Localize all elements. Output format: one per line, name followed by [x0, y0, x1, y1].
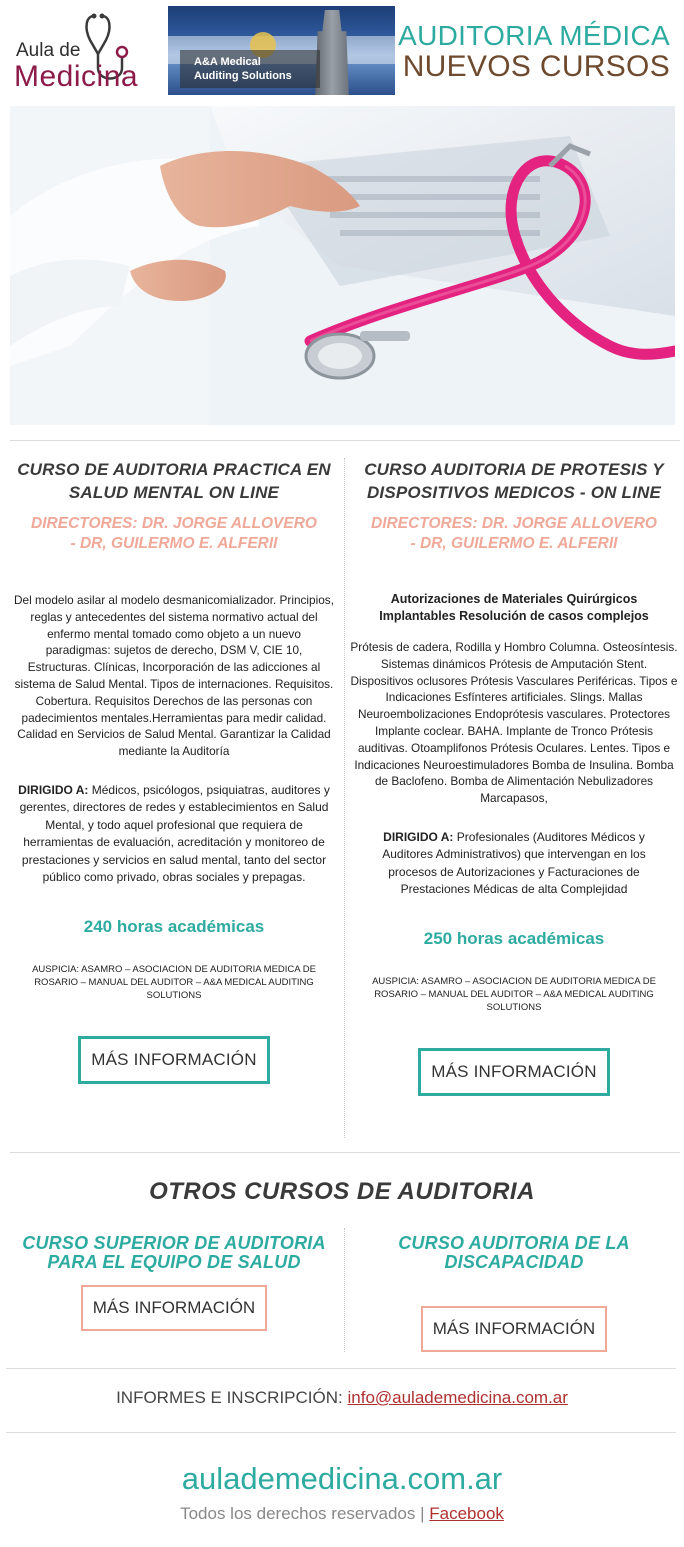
contact-email-link[interactable]: info@aulademedicina.com.ar [347, 1388, 568, 1407]
other-course-equipo-salud [6, 1234, 342, 1331]
header-title-line1: AUDITORIA MÉDICA [398, 20, 670, 51]
course-title: CURSO AUDITORIA DE PROTESIS Y DISPOSITIVOS MEDICOS - ON LINE [364, 460, 664, 502]
other-course-discapacidad [346, 1234, 682, 1352]
course-description: Del modelo asilar al modelo desmanicomializador. Principios, reglas y antecedentes del sistema normativo actual del enfermo mental tomado como objeto a un nuevo paradigmas: sujetos de derecho, DSM V, CIE 10, Estructuras. Clínicas, Incorporación de las adicciones al sistema de Salud Mental. Tipos de internaciones. Requisitos. Cobertura. Requisitos Derechos de las personas con padecimientos mentales.Herramientas para medir calidad. Calidad en Servicios de Salud Mental. Garantizar la Calidad mediante la Auditoría [14, 593, 334, 759]
column-separator [344, 458, 345, 1138]
course-directors: DIRECTORES: DR. JORGE ALLOVERO - DR, GUILERMO E. ALFERII [31, 515, 317, 552]
course-title: CURSO DE AUDITORIA PRACTICA EN SALUD MENTAL ON LINE [17, 460, 331, 502]
logo-text-line1: Aula de [16, 40, 81, 61]
divider-middle [10, 1152, 680, 1153]
audience-label: DIRIGIDO A: [383, 829, 454, 844]
footer-domain[interactable]: aulademedicina.com.ar [181, 1461, 503, 1496]
hero-image [10, 106, 675, 425]
informes-label: INFORMES E INSCRIPCIÓN: [116, 1388, 343, 1407]
course-button-wrap [6, 1036, 342, 1084]
course-salud-mental [6, 458, 342, 1084]
banner-caption [180, 50, 320, 88]
course-subtitle: Autorizaciones de Materiales Quirúrgicos Implantables Resolución de casos complejos [379, 592, 649, 623]
header-title-line2: NUEVOS CURSOS [402, 50, 670, 83]
course-sponsors: AUSPICIA: ASAMRO – ASOCIACION DE AUDITORIA MEDICA DE ROSARIO – MANUAL DEL AUDITOR – A&A MEDICAL AUDITING SOLUTIONS [372, 975, 656, 1013]
audience-label: DIRIGIDO A: [18, 782, 89, 797]
divider-informes-bottom [6, 1432, 676, 1433]
banner-line1: A&A Medical [194, 56, 261, 68]
aa-medical-banner[interactable] [168, 6, 395, 95]
more-info-button[interactable]: MÁS INFORMACIÓN [78, 1036, 269, 1084]
other-button-wrap [6, 1285, 342, 1331]
other-column-separator [344, 1228, 345, 1352]
more-info-button[interactable]: MÁS INFORMACIÓN [81, 1285, 267, 1331]
other-button-wrap [346, 1306, 682, 1352]
course-button-wrap [346, 1048, 682, 1096]
facebook-link[interactable]: Facebook [429, 1504, 504, 1523]
rights-text: Todos los derechos reservados | [180, 1504, 425, 1523]
doctor-laptop-stethoscope-illustration [10, 106, 675, 425]
banner-line2: Auditing Solutions [194, 70, 292, 82]
course-hours: 250 horas académicas [423, 928, 605, 948]
course-protesis [346, 458, 682, 1096]
other-courses-title: OTROS CURSOS DE AUDITORIA [149, 1178, 535, 1205]
footer-rights [0, 1504, 684, 1524]
course-sponsors: AUSPICIA: ASAMRO – ASOCIACION DE AUDITORIA MEDICA DE ROSARIO – MANUAL DEL AUDITOR – A&A MEDICAL AUDITING SOLUTIONS [32, 963, 316, 1001]
more-info-button[interactable]: MÁS INFORMACIÓN [418, 1048, 609, 1096]
audience-text: Médicos, psicólogos, psiquiatras, auditores y gerentes, directores de redes y establecimientos en Salud Mental, y todo aquel profesional que requiera de herramientas de evaluación, acreditación y monitoreo de prestaciones y servicios en salud mental, tanto del sector público como privado, obras sociales y prepagas. [19, 782, 330, 885]
audience-text: Profesionales (Auditores Médicos y Auditores Administrativos) que intervengan en los procesos de Autorizaciones y Facturaciones de Prestaciones Médicas de alta Complejidad [382, 829, 646, 897]
header [0, 0, 684, 100]
divider-informes-top [6, 1368, 676, 1369]
course-audience [6, 782, 342, 887]
header-title [398, 20, 670, 84]
course-directors: DIRECTORES: DR. JORGE ALLOVERO - DR, GUILERMO E. ALFERII [371, 515, 657, 552]
divider-top [10, 440, 680, 441]
logo-text-line2: Medicina [14, 60, 139, 93]
other-course-title[interactable]: CURSO AUDITORIA DE LA DISCAPACIDAD [398, 1233, 630, 1272]
informes-inscripcion [0, 1388, 684, 1408]
more-info-button[interactable]: MÁS INFORMACIÓN [421, 1306, 607, 1352]
course-hours: 240 horas académicas [83, 916, 265, 936]
aula-de-medicina-logo[interactable] [12, 8, 164, 94]
course-audience [346, 829, 682, 899]
other-course-title[interactable]: CURSO SUPERIOR DE AUDITORIA PARA EL EQUIPO DE SALUD [22, 1233, 326, 1272]
course-description: Prótesis de cadera, Rodilla y Hombro Columna. Osteosíntesis. Sistemas dinámicos Prótesis de Amputación Stent. Dispositivos oclusores Prótesis Vasculares Periféricas. Tipos e Indicaciones Esfínteres artificiales. Slings. Mallas Neuroembolizaciones Endoprótesis vasculares. Protectores Implante coclear. BAHA. Implante de Tronco Prótesis auditivas. Otoamplifonos Prótesis Oculares. Lentes. Tipos e Indicaciones Neuroestimuladores Bomba de Insulina. Bomba de Baclofeno. Bomba de Alimentación Nebulizadores Marcapasos, [350, 640, 678, 806]
